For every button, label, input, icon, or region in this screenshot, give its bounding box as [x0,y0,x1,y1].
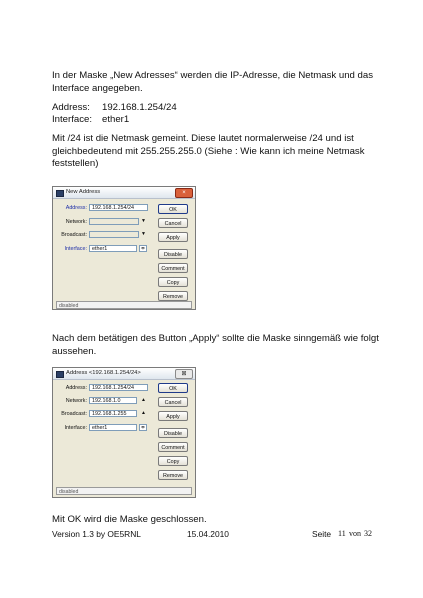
address-label: Address: [65,205,87,211]
ok-button[interactable]: OK [158,204,188,214]
intro-paragraph: In der Maske „New Adresses“ werden die IP-Adresse, die Netmask und das Interface angegeben. [52,70,374,94]
footer-page-label: Seite [312,529,332,539]
disable-button[interactable]: Disable [158,249,188,259]
address-value: 192.168.1.254/24 [102,102,177,113]
new-address-dialog [52,186,196,310]
address-field[interactable]: 192.168.1.254/24 [89,204,148,211]
network-label: Network: [65,219,87,225]
apply-paragraph: Nach dem betätigen des Button „Apply“ sollte die Maske sinngemäß wie folgt aussehen. [52,333,379,357]
network-field[interactable]: 192.168.1.0 [89,397,137,404]
cancel-button[interactable]: Cancel [158,218,188,228]
interface-select-arrow-icon[interactable]: ≑ [140,425,146,431]
footer-date: 15.04.2010 [187,529,229,539]
close-icon[interactable]: ⊠ [175,369,193,379]
broadcast-field[interactable]: 192.168.1.255 [89,410,137,417]
ok-paragraph: Mit OK wird die Maske geschlossen. [52,514,207,525]
remove-button[interactable]: Remove [158,291,188,301]
address-dialog [52,367,196,498]
window-icon [56,190,64,197]
address-label: Address: [65,385,87,391]
interface-label: Interface: [64,425,87,431]
address-field[interactable]: 192.168.1.254/24 [89,384,148,391]
netmask-paragraph: Mit /24 ist die Netmask gemeint. Diese lautet normalerweise /24 und ist gleichbedeutend mit 255.255.255.0 (Siehe : Wie kann ich meine Netmask feststellen) [52,133,365,169]
broadcast-label: Broadcast: [61,232,87,238]
interface-select-arrow-icon[interactable]: ≑ [140,246,146,252]
status-bar: disabled [56,487,192,495]
address-line [52,102,177,115]
remove-button[interactable]: Remove [158,470,188,480]
network-up-icon[interactable]: ▲ [141,397,146,403]
network-field[interactable] [89,218,139,225]
apply-button[interactable]: Apply [158,232,188,242]
dialog-titlebar [53,368,195,380]
status-bar: disabled [56,301,192,309]
close-icon[interactable]: × [175,188,193,198]
interface-label: Interface: [52,114,92,125]
interface-line [52,114,129,127]
dialog-title: New Address [66,189,101,195]
broadcast-dropdown-icon[interactable]: ▼ [141,231,146,237]
comment-button[interactable]: Comment [158,263,188,273]
address-label: Address: [52,102,90,113]
interface-label: Interface: [64,246,87,252]
copy-button[interactable]: Copy [158,277,188,287]
broadcast-label: Broadcast: [61,411,87,417]
ok-button[interactable]: OK [158,383,188,393]
interface-select[interactable]: ether1 [89,245,137,252]
window-icon [56,371,64,378]
interface-value: ether1 [102,114,130,125]
footer-page-total: 32 [364,529,372,538]
network-label: Network: [65,398,87,404]
footer-version: Version 1.3 by OE5RNL [52,529,141,539]
broadcast-field[interactable] [89,231,139,238]
copy-button[interactable]: Copy [158,456,188,466]
dialog-titlebar [53,187,195,199]
comment-button[interactable]: Comment [158,442,188,452]
broadcast-up-icon[interactable]: ▲ [141,410,146,416]
apply-button[interactable]: Apply [158,411,188,421]
network-dropdown-icon[interactable]: ▼ [141,218,146,224]
footer-page-of: von [349,529,361,538]
interface-select[interactable]: ether1 [89,424,137,431]
cancel-button[interactable]: Cancel [158,397,188,407]
disable-button[interactable]: Disable [158,428,188,438]
dialog-title: Address <192.168.1.254/24> [66,370,141,376]
footer-page-number: 11 [338,529,346,538]
